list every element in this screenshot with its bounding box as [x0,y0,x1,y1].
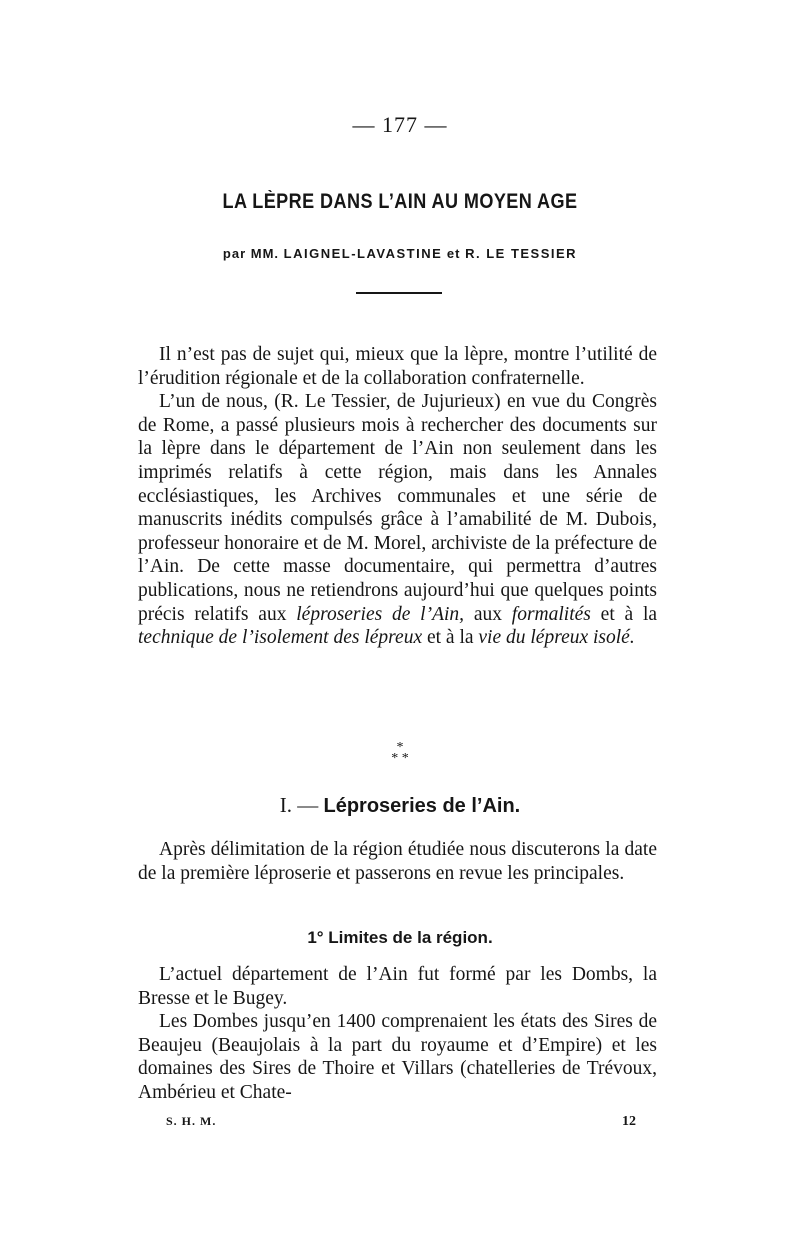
intro-aux-1: aux [258,603,287,625]
intro-emphasis-formalites: formalités [511,603,591,625]
intro-emphasis-vie: vie du lépreux isolé. [478,627,635,649]
article-title: LA LÈPRE DANS L’AIN AU MOYEN AGE [222,190,578,213]
intro-paragraph-2 [138,390,657,650]
section-title: Léproseries de l’Ain. [323,795,521,817]
section-heading [0,793,800,818]
intro-text [138,343,657,650]
author-1: LAIGNEL-LAVASTINE [283,246,443,261]
section-intro-text [138,838,657,885]
intro-aux-2: aux [473,603,502,625]
subsection-heading: 1° Limites de la région. [307,928,493,947]
page-footer [166,1114,636,1130]
footer-signature-left: S. H. M. [166,1114,217,1128]
asterism-separator [0,742,800,764]
byline-and: et [446,246,461,261]
subsection-text [138,963,657,1105]
page-number: — 177 — [352,112,448,137]
asterism-bottom: * * [391,751,409,766]
footer-signature-right: 12 [622,1114,636,1129]
author-2: R. LE TESSIER [465,246,578,261]
intro-et-1: et à la [600,603,658,625]
intro-et-2: et à la [426,627,474,649]
title-divider [356,292,442,294]
intro-emphasis-leproseries: léproseries de l’Ain, [296,603,465,625]
subsection-paragraph-2: Les Dombes jusqu’en 1400 comprenaient les états des Sires de Beaujeu (Beaujolais à la part du royaume et d’Empire) et les domaines des Sires de Thoire et Villars (chatelleries de Trévoux, Ambérieu et Chate- [138,1011,657,1103]
intro-paragraph-2-main: L’un de nous, (R. Le Tessier, de Jujurieux) en vue du Congrès de Rome, a passé plusieurs mois à rechercher des documents sur la lèpre dans le département de l’Ain non seulement dans les imprimés relatifs à cette région, mais dans les Annales ecclésiastiques, les Archives communales et une série de manuscrits inédits compulsés grâce à l’amabilité de M. Dubois, professeur honoraire et de M. Morel, archiviste de la préfecture de l’Ain. De cette masse documentaire, qui permettra d’autres publications, nous ne retiendrons aujourd’hui que quelques points précis relatifs [138,391,657,625]
section-number: I. — [279,793,319,817]
asterism-top: * [396,740,404,755]
byline-prefix: par MM. [222,246,280,261]
section-intro-paragraph: Après délimitation de la région étudiée nous discuterons la date de la première léproserie et passerons en revue les principales. [138,839,657,884]
byline [0,246,800,261]
subsection-paragraph-1: L’actuel département de l’Ain fut formé par les Dombs, la Bresse et le Bugey. [138,964,657,1009]
intro-emphasis-technique: technique de l’isolement des lépreux [138,627,423,649]
intro-paragraph-1: Il n’est pas de sujet qui, mieux que la lèpre, montre l’utilité de l’érudition régionale et de la collaboration confraternelle. [138,344,657,389]
